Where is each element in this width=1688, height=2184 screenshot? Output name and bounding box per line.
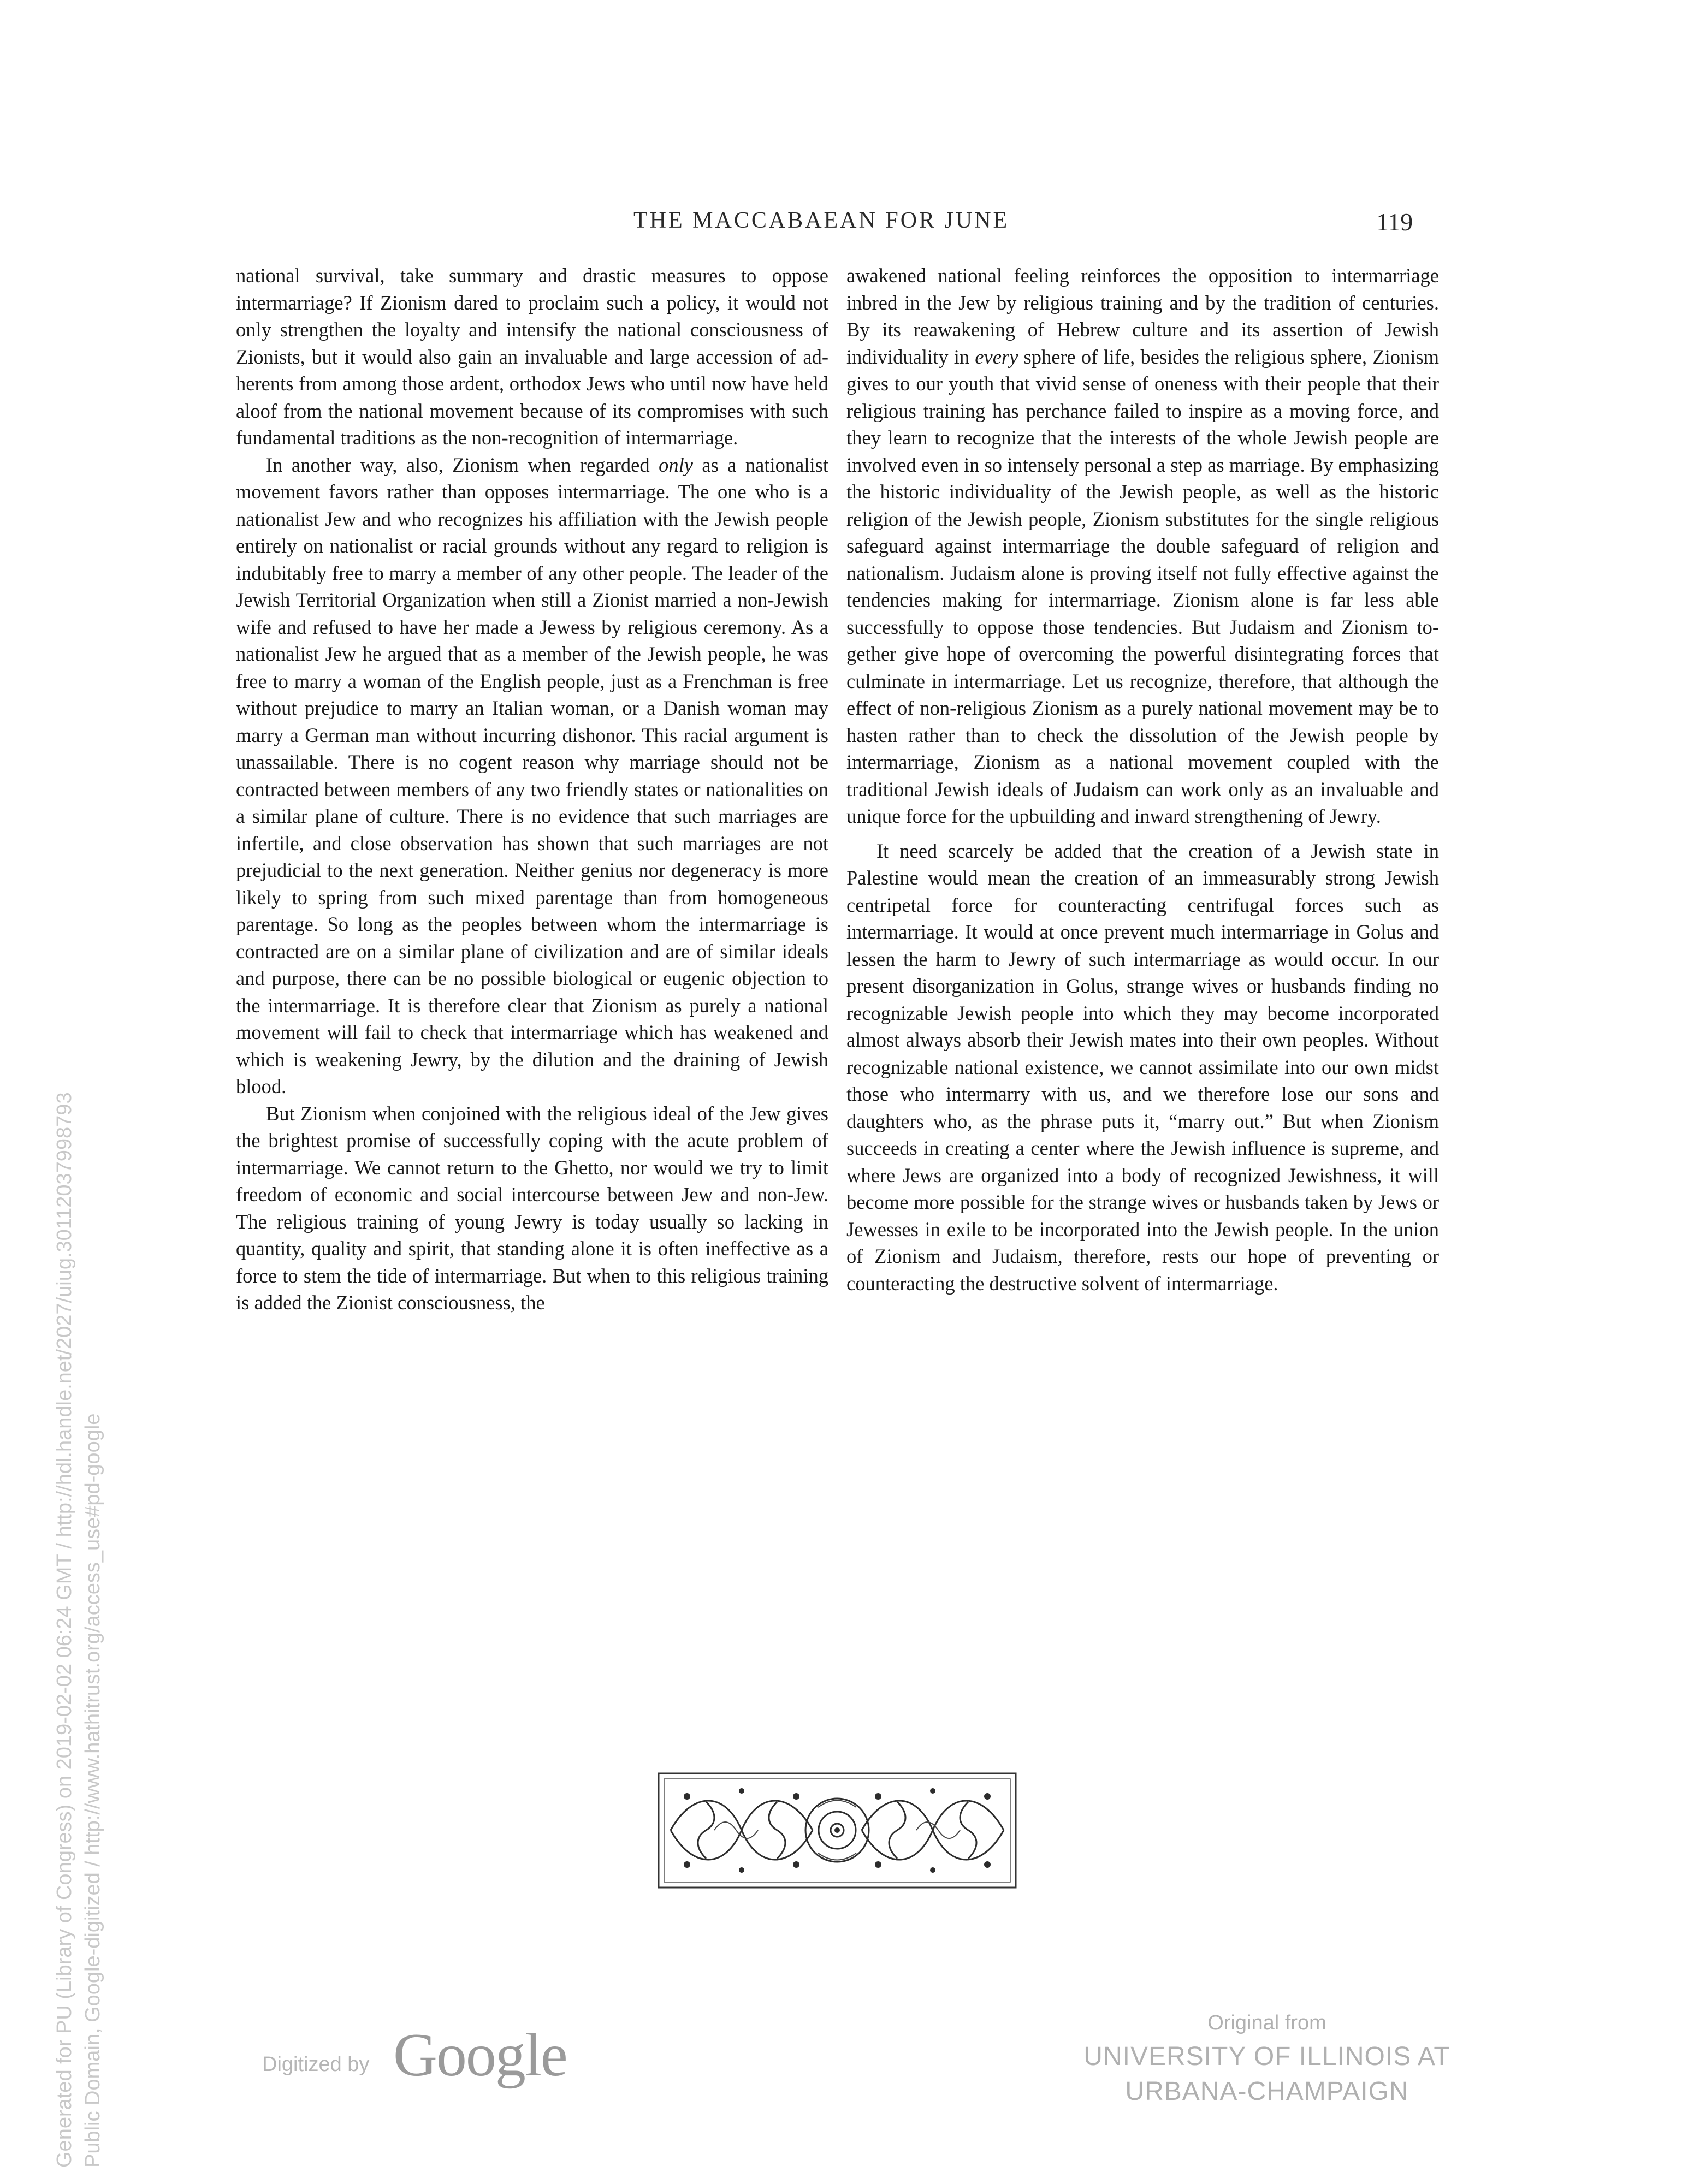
paragraph bbox=[236, 452, 828, 1100]
left-column bbox=[236, 262, 828, 1316]
emphasis-every: every bbox=[975, 345, 1018, 368]
paragraph-text: awakened national feeling reinforces the opposition to intermarriage inbred in the Jew by religious training and by the tradition of centuries. By its reawakening of Hebrew culture and its assertion of Jewish individuality in bbox=[846, 264, 1439, 368]
watermark-line: Generated for PU (Library of Congress) on 2019-02-02 06:24 GMT / http://hdl.handle.net/2027/uiug.30112037998793 bbox=[53, 1092, 76, 2168]
paragraph bbox=[846, 262, 1439, 830]
paragraph: But Zionism when conjoined with the religious ideal of the Jew gives the brightest promise of successfully coping with the acute problem of intermarriage. We cannot return to the Ghetto, nor would we try to limit freedom of economic and social intercourse between Jew and non-Jew. The religious training of young Jewry is today usually so lacking in quantity, quality and spirit, that standing alone it is often ineffective as a force to stem the tide of intermarriage. But when to this religious training is added the Zionist consciousness, the bbox=[236, 1102, 828, 1314]
right-column bbox=[846, 262, 1439, 1297]
hathitrust-watermark bbox=[50, 1092, 107, 2168]
paragraph-text: In another way, also, Zionism when regarded bbox=[266, 453, 659, 476]
original-from-label: Original from bbox=[1207, 2011, 1326, 2034]
paragraph: It need scarcely be added that the creation of a Jewish state in Palestine would mean the creation of an immeasurably strong Jewish centripetal force for counteracting centrifugal forces such as intermarriage. It would at once prevent much intermarriage in Golus and lessen the harm to Jewry of such intermarriage as would occur. In our present disorganization in Golus, strange wives or husbands finding no recognizable Jewish people into which they may become incorporated almost always absorb their Jewish mates into their own peoples. Without recognizable national existence, we cannot assimilate into our own midst those who intermarry with us, and we therefore lose our sons and daughters who, as the phrase puts it, “marry out.” But when Zionism succeeds in creating a center where the Jewish influence is supreme, and where Jews are organized into a body of recognized Jewishness, it will become more possible for the strange wives or husbands taken by Jews or Jewesses in exile to be incorporated into the Jewish people. In the union of Zionism and Judaism, therefore, rests our hope of preventing or counteracting the destructive solvent of intermarriage. bbox=[846, 839, 1439, 1295]
running-title: THE MACCABAEAN FOR JUNE bbox=[633, 208, 1010, 233]
google-logo: Google bbox=[393, 2021, 567, 2089]
decorative-ornament bbox=[654, 1769, 1020, 1892]
digitized-by-label: Digitized by bbox=[262, 2053, 370, 2076]
paragraph: national survival, take summary and drastic measures to oppose intermarriage? If Zionism dared to proclaim such a policy, it would not only strengthen the loyalty and intensify the national consciousness of Zionists, but it would also gain an invaluable and large accession of adherents from among those ardent, orthodox Jews who until now have held aloof from the national movement because of its compromises with such fundamental traditions as the non-recognition of intermarriage. bbox=[236, 264, 828, 449]
paragraph-text: as a nationalist movement favors rather than opposes intermarriage. The one who is a nationalist Jew and who recognizes his affiliation with the Jewish people entirely on nationalist or racial grounds without any regard to religion is indubitably free to marry a member of any other people. The leader of the Jewish Territorial Organization when still a Zionist married a non-Jewish wife and refused to have her made a Jewess by religious ceremony. As a nationalist Jew he argued that as a member of the Jewish people, he was free to marry a woman of the English people, just as a Frenchman is free without prejudice to marry an Italian woman, or a Danish woman may marry a German man without incurring dishonor. This racial argument is unassailable. There is no cogent reason why marriage should not be contracted between members of any two friendly states or nationalities on a similar plane of culture. There is no evidence that such marriages are infertile, and close observation has shown that such marriages are not prejudicial to the next generation. Neither genius nor degeneracy is more likely to spring from such mixed parentage than from homogeneous parentage. So long as the peoples between whom the intermarriage is contracted are on a similar plane of civilization and are of similar ideals and purpose, there can be no possible biological or eugenic objection to the intermarriage. It is therefore clear that Zionism as purely a national movement will fail to check that intermarriage which has weakened and which is weakening Jewry, by the dilution and the draining of Jewish blood. bbox=[236, 453, 828, 1097]
institution-line: UNIVERSITY OF ILLINOIS AT bbox=[1083, 2042, 1450, 2071]
paragraph-text: sphere of life, besides the religious sphere, Zionism gives to our youth that vivid sense of oneness with their people that their religious training has perchance failed to inspire as a moving force, and they learn to recognize that the interests of the whole Jewish people are involved even in so intensely personal a step as marriage. By emphasizing the historic individuality of the Jewish people, as well as the historic religion of the Jewish people, Zionism substitutes for the single religious safeguard against intermarriage the double safeguard of religion and nationalism. Judaism alone is proving itself not fully effective against the tendencies making for intermarriage. Zionism alone is far less able successfully to oppose those tendencies. But Judaism and Zionism together give hope of overcoming the powerful disintegrating forces that culminate in intermarriage. Let us recognize, therefore, that although the effect of non-religious Zionism as a purely national movement may be to hasten rather than to check the dissolution of the Jewish people by intermarriage, Zionism as a national movement coupled with the traditional Jewish ideals of Judaism can work only as an invaluable and unique force for the upbuilding and inward strengthening of Jewry. bbox=[846, 345, 1439, 827]
digitized-by-google bbox=[262, 2020, 612, 2089]
watermark-line: Public Domain, Google-digitized / http://www.hathitrust.org/access_use#pd-google bbox=[81, 1413, 104, 2168]
original-from-credit bbox=[1070, 2007, 1464, 2109]
page-number: 119 bbox=[1376, 208, 1413, 236]
institution-line: URBANA-CHAMPAIGN bbox=[1125, 2077, 1409, 2106]
running-head bbox=[0, 207, 1688, 246]
emphasis-only: only bbox=[659, 453, 693, 476]
